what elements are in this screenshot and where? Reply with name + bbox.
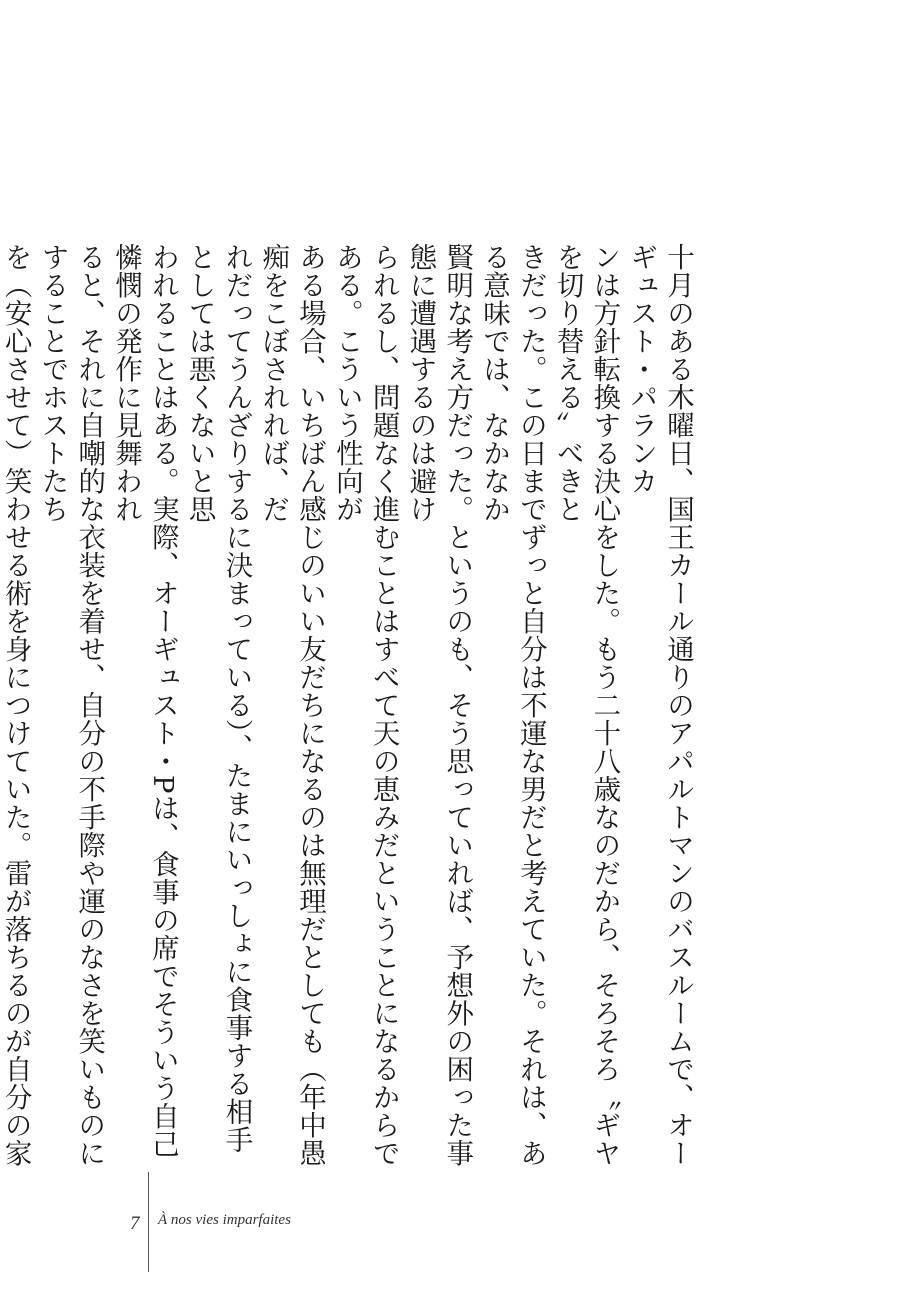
footer-rule xyxy=(148,1172,149,1272)
vertical-body-text xyxy=(0,243,696,1173)
text-line-4: 賢明な考え方だった。というのも、そう思っていれば、予想外の困った事態に遭遇するのは避け xyxy=(404,243,474,1167)
text-line-2: ンは方針転換する決心をした。もう二十八歳なのだから、そろそろ〝ギヤを切り替える〟べきと xyxy=(551,243,621,1167)
text-line-7: れだってうんざりするに決まっている）、たまにいっしょに食事する相手としては悪くないと思 xyxy=(183,243,253,1154)
text-line-3: きだった。この日までずっと自分は不運な男だと考えていた。それは、ある意味では、なかなか xyxy=(478,243,547,1167)
page-number: 7 xyxy=(130,1213,140,1234)
text-line-10: を（安心させて）笑わせる術を身につけていた。雷が落ちるのが自分の家 xyxy=(0,243,32,1167)
text-line-6: ある場合、いちばん感じのいい友だちになるのは無理だとしても（年中愚痴をこぼされれば、だ xyxy=(257,243,327,1167)
text-line-1: 十月のある木曜日、国王カール通りのアパルトマンのバスルームで、オーギュスト・パランカ xyxy=(625,243,694,1167)
text-line-8: われることはある。実際、オーギュスト・Pは、食事の席でそういう自己憐憫の発作に見舞われ xyxy=(110,243,179,1159)
running-title: À nos vies imparfaites xyxy=(158,1212,291,1228)
text-line-9: ると、それに自嘲的な衣装を着せ、自分の不手際や運のなさを笑いものにすることでホストたち xyxy=(36,243,106,1167)
text-line-5: られるし、問題なく進むことはすべて天の恵みだということになるからである。こういう性向が xyxy=(330,243,400,1167)
